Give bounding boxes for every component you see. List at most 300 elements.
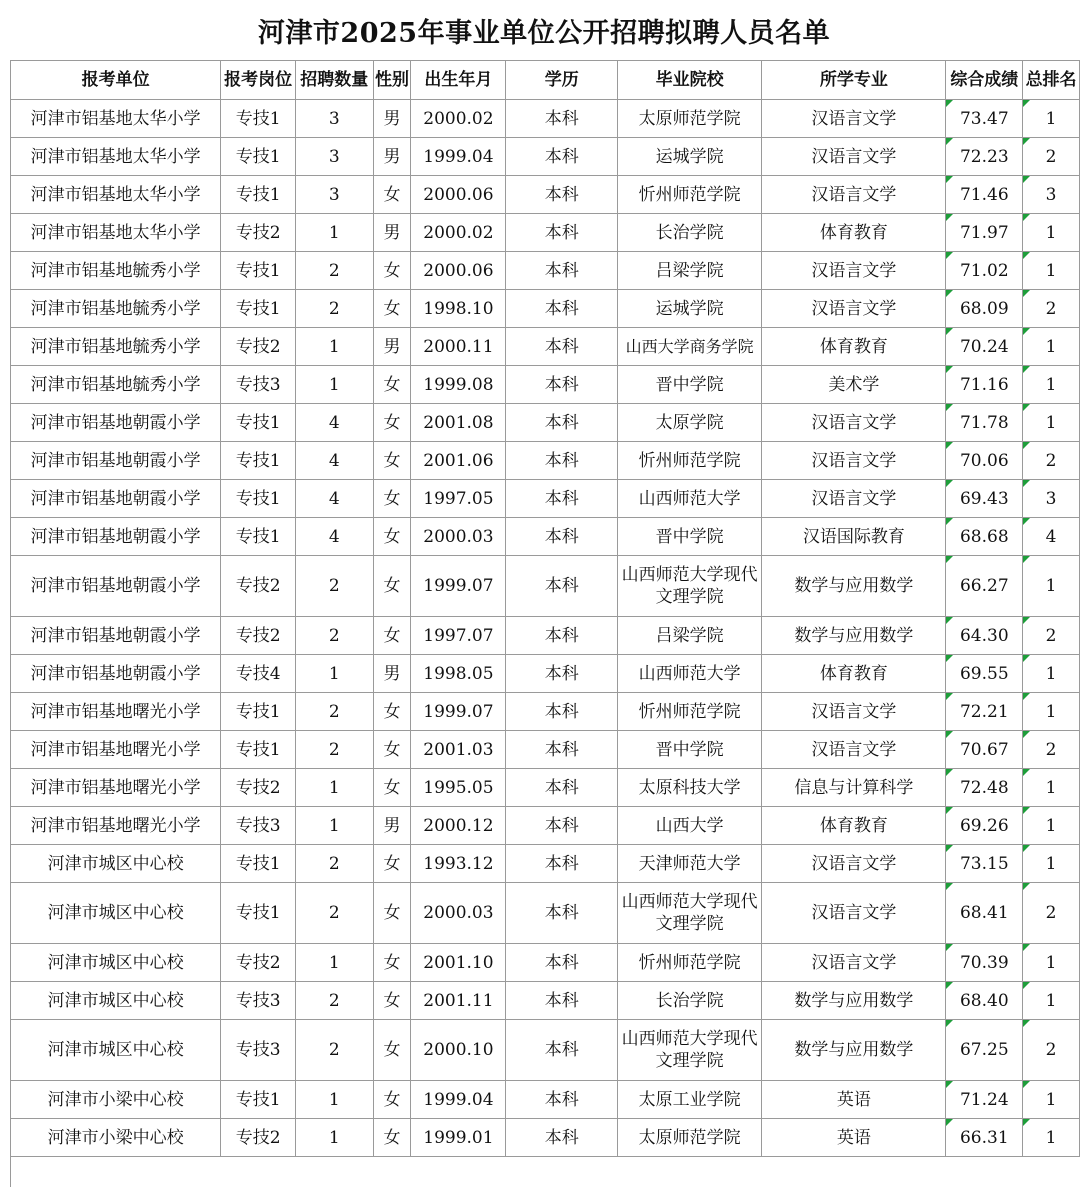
cell-rank: 1 bbox=[1023, 1119, 1080, 1157]
hire-list-table bbox=[10, 60, 1080, 1157]
cell-birth: 2000.12 bbox=[411, 807, 506, 845]
cell-degree: 本科 bbox=[506, 100, 618, 138]
cell-quota: 3 bbox=[295, 138, 373, 176]
cell-score: 69.26 bbox=[946, 807, 1023, 845]
table-row bbox=[11, 807, 1080, 845]
cell-major: 汉语国际教育 bbox=[762, 518, 946, 556]
cell-major: 体育教育 bbox=[762, 214, 946, 252]
cell-quota: 2 bbox=[295, 252, 373, 290]
column-header-birth: 出生年月 bbox=[411, 61, 506, 100]
cell-major: 体育教育 bbox=[762, 807, 946, 845]
cell-school: 太原科技大学 bbox=[618, 769, 762, 807]
table-row bbox=[11, 100, 1080, 138]
cell-rank: 2 bbox=[1023, 617, 1080, 655]
cell-rank: 1 bbox=[1023, 769, 1080, 807]
cell-quota: 2 bbox=[295, 556, 373, 617]
cell-school: 吕梁学院 bbox=[618, 617, 762, 655]
cell-post: 专技1 bbox=[221, 693, 296, 731]
cell-post: 专技1 bbox=[221, 252, 296, 290]
cell-gender: 女 bbox=[373, 518, 411, 556]
cell-unit: 河津市城区中心校 bbox=[11, 845, 221, 883]
cell-unit: 河津市铝基地毓秀小学 bbox=[11, 252, 221, 290]
cell-post: 专技2 bbox=[221, 214, 296, 252]
cell-birth: 2000.03 bbox=[411, 518, 506, 556]
cell-birth: 2001.03 bbox=[411, 731, 506, 769]
table-row bbox=[11, 556, 1080, 617]
cell-major: 体育教育 bbox=[762, 655, 946, 693]
cell-birth: 2000.02 bbox=[411, 100, 506, 138]
cell-birth: 1999.08 bbox=[411, 366, 506, 404]
cell-score: 69.55 bbox=[946, 655, 1023, 693]
cell-unit: 河津市城区中心校 bbox=[11, 982, 221, 1020]
cell-quota: 2 bbox=[295, 731, 373, 769]
cell-unit: 河津市城区中心校 bbox=[11, 944, 221, 982]
cell-unit: 河津市铝基地朝霞小学 bbox=[11, 556, 221, 617]
cell-major: 汉语言文学 bbox=[762, 693, 946, 731]
cell-gender: 男 bbox=[373, 655, 411, 693]
cell-birth: 1997.05 bbox=[411, 480, 506, 518]
cell-gender: 男 bbox=[373, 138, 411, 176]
cell-major: 数学与应用数学 bbox=[762, 617, 946, 655]
cell-school: 运城学院 bbox=[618, 290, 762, 328]
cell-rank: 1 bbox=[1023, 214, 1080, 252]
cell-degree: 本科 bbox=[506, 982, 618, 1020]
cell-degree: 本科 bbox=[506, 138, 618, 176]
cell-birth: 1998.05 bbox=[411, 655, 506, 693]
cell-degree: 本科 bbox=[506, 176, 618, 214]
cell-post: 专技1 bbox=[221, 731, 296, 769]
cell-rank: 2 bbox=[1023, 883, 1080, 944]
cell-school: 太原师范学院 bbox=[618, 1119, 762, 1157]
cell-school: 忻州师范学院 bbox=[618, 176, 762, 214]
cell-school: 山西师范大学 bbox=[618, 655, 762, 693]
cell-post: 专技3 bbox=[221, 982, 296, 1020]
cell-rank: 2 bbox=[1023, 290, 1080, 328]
cell-quota: 1 bbox=[295, 655, 373, 693]
cell-gender: 女 bbox=[373, 290, 411, 328]
cell-gender: 男 bbox=[373, 328, 411, 366]
table-row bbox=[11, 1081, 1080, 1119]
cell-quota: 1 bbox=[295, 328, 373, 366]
cell-birth: 2000.06 bbox=[411, 176, 506, 214]
cell-unit: 河津市铝基地朝霞小学 bbox=[11, 617, 221, 655]
cell-birth: 1999.07 bbox=[411, 556, 506, 617]
cell-major: 汉语言文学 bbox=[762, 442, 946, 480]
cell-quota: 1 bbox=[295, 807, 373, 845]
cell-major: 汉语言文学 bbox=[762, 290, 946, 328]
cell-post: 专技3 bbox=[221, 807, 296, 845]
cell-school: 运城学院 bbox=[618, 138, 762, 176]
cell-school: 长治学院 bbox=[618, 982, 762, 1020]
cell-rank: 1 bbox=[1023, 944, 1080, 982]
table-row bbox=[11, 252, 1080, 290]
cell-unit: 河津市城区中心校 bbox=[11, 883, 221, 944]
cell-score: 66.31 bbox=[946, 1119, 1023, 1157]
cell-quota: 2 bbox=[295, 617, 373, 655]
cell-rank: 2 bbox=[1023, 138, 1080, 176]
cell-post: 专技2 bbox=[221, 1119, 296, 1157]
cell-birth: 2001.06 bbox=[411, 442, 506, 480]
cell-quota: 3 bbox=[295, 100, 373, 138]
cell-score: 71.78 bbox=[946, 404, 1023, 442]
cell-degree: 本科 bbox=[506, 655, 618, 693]
cell-post: 专技2 bbox=[221, 556, 296, 617]
cell-rank: 1 bbox=[1023, 100, 1080, 138]
cell-school: 山西师范大学现代文理学院 bbox=[618, 1020, 762, 1081]
cell-degree: 本科 bbox=[506, 944, 618, 982]
cell-score: 68.41 bbox=[946, 883, 1023, 944]
cell-degree: 本科 bbox=[506, 883, 618, 944]
column-header-school: 毕业院校 bbox=[618, 61, 762, 100]
cell-unit: 河津市铝基地朝霞小学 bbox=[11, 480, 221, 518]
cell-rank: 1 bbox=[1023, 366, 1080, 404]
table-row bbox=[11, 731, 1080, 769]
table-body bbox=[11, 100, 1080, 1157]
table-row bbox=[11, 214, 1080, 252]
cell-score: 71.16 bbox=[946, 366, 1023, 404]
cell-birth: 1999.04 bbox=[411, 1081, 506, 1119]
cell-major: 英语 bbox=[762, 1119, 946, 1157]
cell-post: 专技2 bbox=[221, 769, 296, 807]
cell-school: 忻州师范学院 bbox=[618, 944, 762, 982]
cell-post: 专技4 bbox=[221, 655, 296, 693]
cell-gender: 女 bbox=[373, 480, 411, 518]
column-header-rank: 总排名 bbox=[1023, 61, 1080, 100]
cell-post: 专技1 bbox=[221, 100, 296, 138]
cell-score: 71.97 bbox=[946, 214, 1023, 252]
cell-score: 71.02 bbox=[946, 252, 1023, 290]
cell-major: 汉语言文学 bbox=[762, 845, 946, 883]
cell-score: 68.68 bbox=[946, 518, 1023, 556]
cell-gender: 女 bbox=[373, 617, 411, 655]
column-header-quota: 招聘数量 bbox=[295, 61, 373, 100]
cell-school: 太原师范学院 bbox=[618, 100, 762, 138]
cell-gender: 女 bbox=[373, 883, 411, 944]
cell-post: 专技1 bbox=[221, 138, 296, 176]
cell-rank: 3 bbox=[1023, 176, 1080, 214]
column-header-post: 报考岗位 bbox=[221, 61, 296, 100]
table-row bbox=[11, 693, 1080, 731]
cell-quota: 3 bbox=[295, 176, 373, 214]
cell-degree: 本科 bbox=[506, 845, 618, 883]
cell-rank: 1 bbox=[1023, 807, 1080, 845]
cell-unit: 河津市小梁中心校 bbox=[11, 1081, 221, 1119]
cell-unit: 河津市铝基地曙光小学 bbox=[11, 731, 221, 769]
cell-unit: 河津市铝基地朝霞小学 bbox=[11, 442, 221, 480]
cell-quota: 2 bbox=[295, 982, 373, 1020]
cell-gender: 男 bbox=[373, 100, 411, 138]
table-row bbox=[11, 442, 1080, 480]
column-header-degree: 学历 bbox=[506, 61, 618, 100]
cell-degree: 本科 bbox=[506, 556, 618, 617]
cell-quota: 2 bbox=[295, 290, 373, 328]
cell-rank: 2 bbox=[1023, 442, 1080, 480]
cell-school: 山西大学 bbox=[618, 807, 762, 845]
cell-major: 数学与应用数学 bbox=[762, 982, 946, 1020]
cell-unit: 河津市铝基地曙光小学 bbox=[11, 693, 221, 731]
cell-school: 晋中学院 bbox=[618, 518, 762, 556]
cell-quota: 1 bbox=[295, 366, 373, 404]
table-row bbox=[11, 944, 1080, 982]
cell-unit: 河津市铝基地曙光小学 bbox=[11, 807, 221, 845]
cell-gender: 女 bbox=[373, 442, 411, 480]
cell-school: 山西大学商务学院 bbox=[618, 328, 762, 366]
cell-unit: 河津市铝基地太华小学 bbox=[11, 138, 221, 176]
cell-birth: 1998.10 bbox=[411, 290, 506, 328]
cell-degree: 本科 bbox=[506, 252, 618, 290]
cell-gender: 女 bbox=[373, 982, 411, 1020]
column-header-major: 所学专业 bbox=[762, 61, 946, 100]
cell-quota: 4 bbox=[295, 518, 373, 556]
cell-major: 英语 bbox=[762, 1081, 946, 1119]
cell-degree: 本科 bbox=[506, 693, 618, 731]
cell-rank: 1 bbox=[1023, 404, 1080, 442]
cell-quota: 2 bbox=[295, 883, 373, 944]
cell-unit: 河津市铝基地曙光小学 bbox=[11, 769, 221, 807]
table-row bbox=[11, 138, 1080, 176]
cell-gender: 女 bbox=[373, 693, 411, 731]
column-header-gender: 性别 bbox=[373, 61, 411, 100]
cell-unit: 河津市铝基地太华小学 bbox=[11, 214, 221, 252]
cell-school: 天津师范大学 bbox=[618, 845, 762, 883]
cell-gender: 女 bbox=[373, 404, 411, 442]
cell-school: 忻州师范学院 bbox=[618, 693, 762, 731]
cell-degree: 本科 bbox=[506, 1119, 618, 1157]
table-row bbox=[11, 883, 1080, 944]
cell-birth: 2001.11 bbox=[411, 982, 506, 1020]
table-row bbox=[11, 176, 1080, 214]
cell-birth: 2001.10 bbox=[411, 944, 506, 982]
cell-quota: 4 bbox=[295, 480, 373, 518]
cell-score: 68.40 bbox=[946, 982, 1023, 1020]
cell-gender: 男 bbox=[373, 807, 411, 845]
cell-quota: 2 bbox=[295, 693, 373, 731]
table-row bbox=[11, 404, 1080, 442]
table-row bbox=[11, 982, 1080, 1020]
cell-gender: 女 bbox=[373, 1020, 411, 1081]
table-row bbox=[11, 1020, 1080, 1081]
cell-post: 专技1 bbox=[221, 404, 296, 442]
cell-birth: 1999.07 bbox=[411, 693, 506, 731]
cell-major: 汉语言文学 bbox=[762, 731, 946, 769]
cell-quota: 4 bbox=[295, 404, 373, 442]
cell-gender: 女 bbox=[373, 176, 411, 214]
cell-unit: 河津市铝基地太华小学 bbox=[11, 176, 221, 214]
cell-degree: 本科 bbox=[506, 404, 618, 442]
cell-degree: 本科 bbox=[506, 366, 618, 404]
cell-school: 晋中学院 bbox=[618, 731, 762, 769]
column-header-unit: 报考单位 bbox=[11, 61, 221, 100]
cell-school: 太原学院 bbox=[618, 404, 762, 442]
cell-score: 72.21 bbox=[946, 693, 1023, 731]
cell-gender: 女 bbox=[373, 366, 411, 404]
cell-rank: 2 bbox=[1023, 731, 1080, 769]
cell-school: 山西师范大学现代文理学院 bbox=[618, 883, 762, 944]
cell-major: 数学与应用数学 bbox=[762, 1020, 946, 1081]
cell-unit: 河津市铝基地朝霞小学 bbox=[11, 518, 221, 556]
cell-rank: 1 bbox=[1023, 328, 1080, 366]
cell-major: 数学与应用数学 bbox=[762, 556, 946, 617]
cell-unit: 河津市铝基地朝霞小学 bbox=[11, 655, 221, 693]
cell-birth: 2000.06 bbox=[411, 252, 506, 290]
cell-score: 73.15 bbox=[946, 845, 1023, 883]
cell-quota: 2 bbox=[295, 845, 373, 883]
cell-gender: 女 bbox=[373, 731, 411, 769]
cell-score: 70.24 bbox=[946, 328, 1023, 366]
cell-degree: 本科 bbox=[506, 807, 618, 845]
cell-birth: 2000.10 bbox=[411, 1020, 506, 1081]
cell-score: 64.30 bbox=[946, 617, 1023, 655]
cell-degree: 本科 bbox=[506, 328, 618, 366]
cell-rank: 4 bbox=[1023, 518, 1080, 556]
cell-unit: 河津市城区中心校 bbox=[11, 1020, 221, 1081]
cell-score: 72.48 bbox=[946, 769, 1023, 807]
cell-major: 汉语言文学 bbox=[762, 176, 946, 214]
column-header-score: 综合成绩 bbox=[946, 61, 1023, 100]
cell-gender: 女 bbox=[373, 769, 411, 807]
cell-school: 长治学院 bbox=[618, 214, 762, 252]
cell-post: 专技1 bbox=[221, 176, 296, 214]
cell-gender: 男 bbox=[373, 214, 411, 252]
table-row bbox=[11, 518, 1080, 556]
table-row bbox=[11, 328, 1080, 366]
cell-score: 70.39 bbox=[946, 944, 1023, 982]
cell-quota: 1 bbox=[295, 1119, 373, 1157]
cell-quota: 1 bbox=[295, 944, 373, 982]
cell-birth: 2000.03 bbox=[411, 883, 506, 944]
cell-major: 汉语言文学 bbox=[762, 138, 946, 176]
cell-post: 专技3 bbox=[221, 1020, 296, 1081]
cell-score: 69.43 bbox=[946, 480, 1023, 518]
cell-rank: 1 bbox=[1023, 1081, 1080, 1119]
cell-post: 专技1 bbox=[221, 442, 296, 480]
cell-degree: 本科 bbox=[506, 769, 618, 807]
cell-school: 山西师范大学 bbox=[618, 480, 762, 518]
cell-unit: 河津市铝基地毓秀小学 bbox=[11, 290, 221, 328]
cell-school: 太原工业学院 bbox=[618, 1081, 762, 1119]
cell-rank: 1 bbox=[1023, 655, 1080, 693]
cell-school: 晋中学院 bbox=[618, 366, 762, 404]
cell-school: 山西师范大学现代文理学院 bbox=[618, 556, 762, 617]
cell-score: 67.25 bbox=[946, 1020, 1023, 1081]
cell-rank: 1 bbox=[1023, 556, 1080, 617]
cell-post: 专技2 bbox=[221, 617, 296, 655]
cell-gender: 女 bbox=[373, 944, 411, 982]
cell-degree: 本科 bbox=[506, 518, 618, 556]
cell-gender: 女 bbox=[373, 845, 411, 883]
table-row bbox=[11, 845, 1080, 883]
cell-major: 汉语言文学 bbox=[762, 883, 946, 944]
table-row bbox=[11, 1119, 1080, 1157]
cell-score: 71.46 bbox=[946, 176, 1023, 214]
table-row bbox=[11, 617, 1080, 655]
cell-major: 汉语言文学 bbox=[762, 944, 946, 982]
cell-post: 专技3 bbox=[221, 366, 296, 404]
cell-birth: 1997.07 bbox=[411, 617, 506, 655]
cell-gender: 女 bbox=[373, 1119, 411, 1157]
cell-major: 汉语言文学 bbox=[762, 100, 946, 138]
cell-major: 体育教育 bbox=[762, 328, 946, 366]
cell-school: 忻州师范学院 bbox=[618, 442, 762, 480]
cell-gender: 女 bbox=[373, 252, 411, 290]
cell-post: 专技1 bbox=[221, 1081, 296, 1119]
cell-birth: 1995.05 bbox=[411, 769, 506, 807]
cell-rank: 2 bbox=[1023, 1020, 1080, 1081]
cell-gender: 女 bbox=[373, 1081, 411, 1119]
cell-major: 汉语言文学 bbox=[762, 252, 946, 290]
table-row bbox=[11, 366, 1080, 404]
cell-unit: 河津市铝基地朝霞小学 bbox=[11, 404, 221, 442]
cell-post: 专技1 bbox=[221, 845, 296, 883]
cell-quota: 2 bbox=[295, 1020, 373, 1081]
cell-degree: 本科 bbox=[506, 617, 618, 655]
cell-score: 70.06 bbox=[946, 442, 1023, 480]
cell-rank: 3 bbox=[1023, 480, 1080, 518]
cell-major: 汉语言文学 bbox=[762, 480, 946, 518]
cell-quota: 1 bbox=[295, 1081, 373, 1119]
page-title: 河津市2025年事业单位公开招聘拟聘人员名单 bbox=[257, 17, 831, 49]
cell-rank: 1 bbox=[1023, 252, 1080, 290]
cell-unit: 河津市铝基地太华小学 bbox=[11, 100, 221, 138]
cell-major: 汉语言文学 bbox=[762, 404, 946, 442]
cell-major: 美术学 bbox=[762, 366, 946, 404]
cell-score: 73.47 bbox=[946, 100, 1023, 138]
cell-gender: 女 bbox=[373, 556, 411, 617]
cell-degree: 本科 bbox=[506, 480, 618, 518]
cell-birth: 2001.08 bbox=[411, 404, 506, 442]
cell-birth: 2000.02 bbox=[411, 214, 506, 252]
cell-quota: 1 bbox=[295, 769, 373, 807]
cell-rank: 1 bbox=[1023, 693, 1080, 731]
cell-birth: 1993.12 bbox=[411, 845, 506, 883]
cell-score: 71.24 bbox=[946, 1081, 1023, 1119]
cell-birth: 1999.04 bbox=[411, 138, 506, 176]
cell-post: 专技1 bbox=[221, 480, 296, 518]
table-row bbox=[11, 480, 1080, 518]
table-row bbox=[11, 290, 1080, 328]
cell-post: 专技1 bbox=[221, 518, 296, 556]
cell-unit: 河津市铝基地毓秀小学 bbox=[11, 328, 221, 366]
cell-major: 信息与计算科学 bbox=[762, 769, 946, 807]
cell-degree: 本科 bbox=[506, 1020, 618, 1081]
cell-post: 专技2 bbox=[221, 944, 296, 982]
cell-rank: 1 bbox=[1023, 845, 1080, 883]
cell-rank: 1 bbox=[1023, 982, 1080, 1020]
cell-score: 66.27 bbox=[946, 556, 1023, 617]
cell-birth: 1999.01 bbox=[411, 1119, 506, 1157]
cell-post: 专技2 bbox=[221, 328, 296, 366]
cell-score: 72.23 bbox=[946, 138, 1023, 176]
cell-quota: 4 bbox=[295, 442, 373, 480]
cell-degree: 本科 bbox=[506, 731, 618, 769]
cell-degree: 本科 bbox=[506, 290, 618, 328]
header-row bbox=[11, 61, 1080, 100]
cell-degree: 本科 bbox=[506, 442, 618, 480]
cell-post: 专技1 bbox=[221, 883, 296, 944]
table-row bbox=[11, 769, 1080, 807]
cell-degree: 本科 bbox=[506, 1081, 618, 1119]
cell-post: 专技1 bbox=[221, 290, 296, 328]
cell-birth: 2000.11 bbox=[411, 328, 506, 366]
cell-degree: 本科 bbox=[506, 214, 618, 252]
table-row bbox=[11, 655, 1080, 693]
cell-unit: 河津市铝基地毓秀小学 bbox=[11, 366, 221, 404]
cell-unit: 河津市小梁中心校 bbox=[11, 1119, 221, 1157]
cell-quota: 1 bbox=[295, 214, 373, 252]
cell-score: 68.09 bbox=[946, 290, 1023, 328]
cell-score: 70.67 bbox=[946, 731, 1023, 769]
cell-school: 吕梁学院 bbox=[618, 252, 762, 290]
